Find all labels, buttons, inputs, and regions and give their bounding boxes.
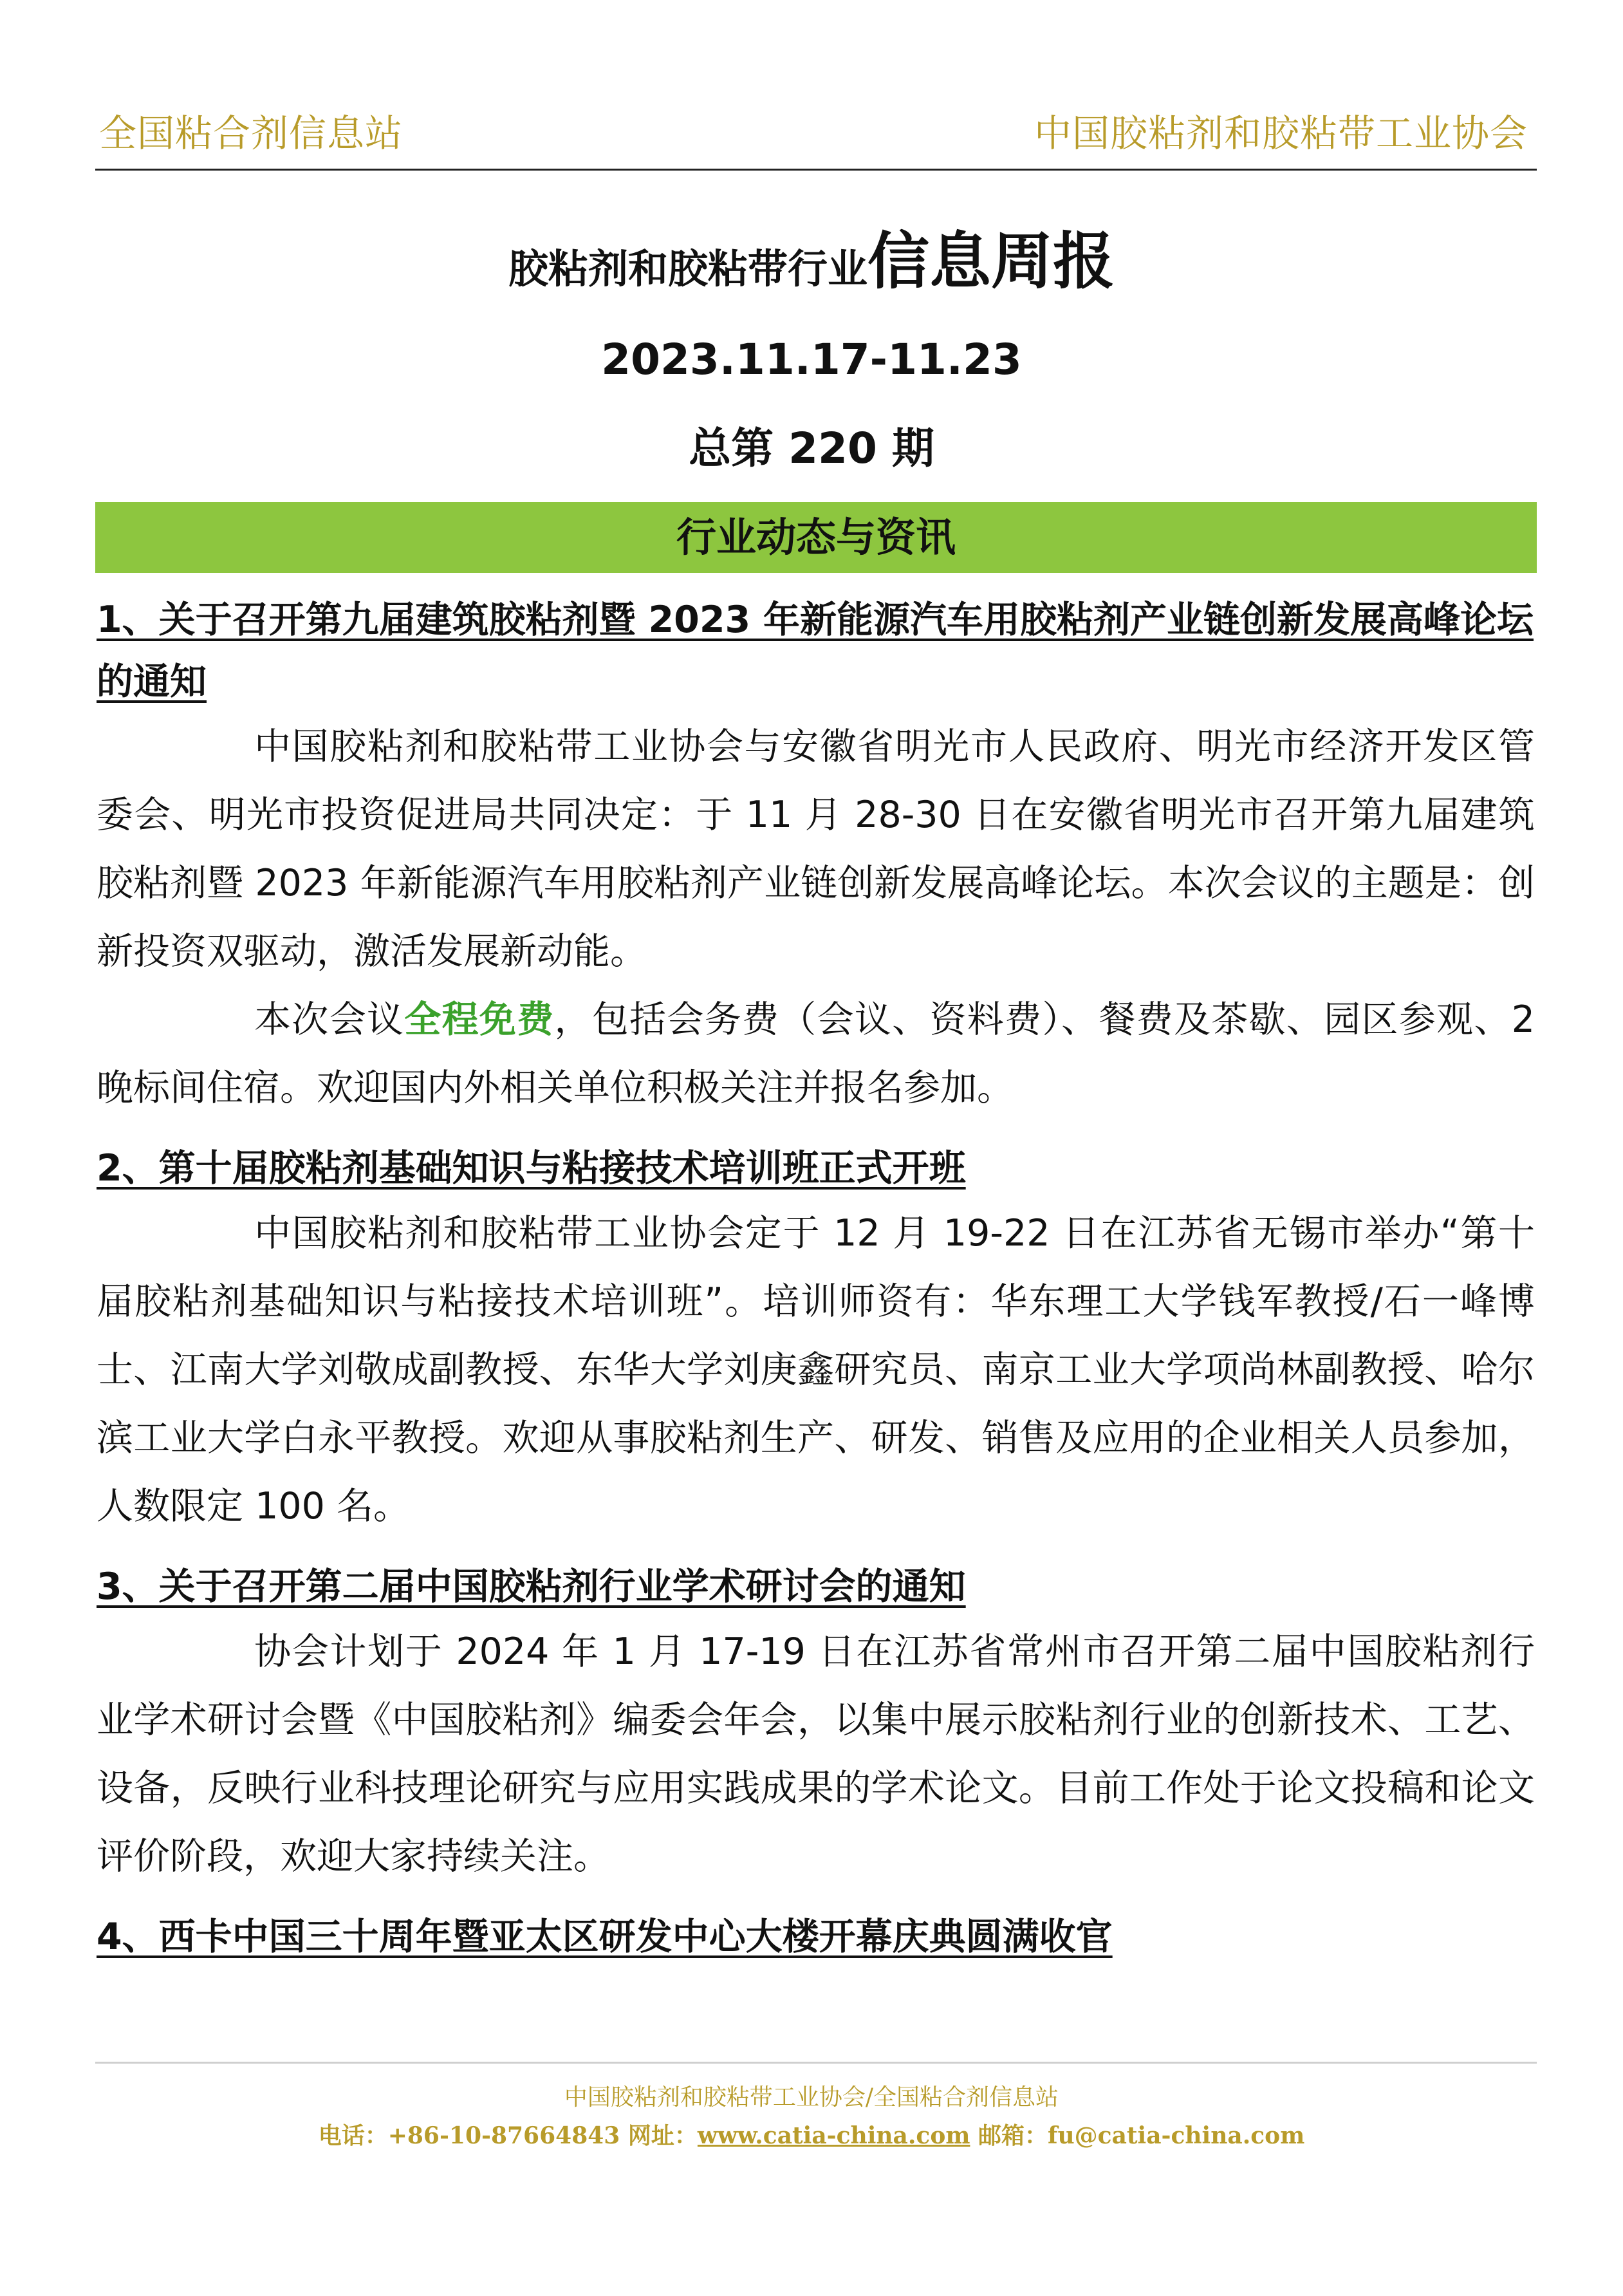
news-body-1b-lead: 本次会议 xyxy=(254,998,405,1041)
website-link[interactable]: www.catia-china.com xyxy=(697,2122,970,2149)
news-body-3: 协会计划于 2024 年 1 月 17-19 日在江苏省常州市召开第二届中国胶粘剂行业学术研讨会暨《中国胶粘剂》编委会年会，以集中展示胶粘剂行业的创新技术、工艺、设备，反映行业科技理论研究与应用实践成果的学术论文。目前工作处于论文投稿和论文评价阶段，欢迎大家持续关注。 xyxy=(97,1630,1535,1878)
news-heading-1[interactable]: 1、关于召开第九届建筑胶粘剂暨 2023 年新能源汽车用胶粘剂产业链创新发展高峰论坛的通知 xyxy=(97,599,1534,703)
phone-number: +86-10-87664843 xyxy=(387,2122,620,2149)
page-header xyxy=(95,111,1537,167)
news-body-1a: 中国胶粘剂和胶粘带工业协会与安徽省明光市人民政府、明光市经济开发区管委会、明光市投资促进局共同决定：于 11 月 28-30 日在安徽省明光市召开第九届建筑胶粘剂暨 2023 年新能源汽车用胶粘剂产业链创新发展高峰论坛。本次会议的主题是：创新投资双驱动，激活发展新动能。 xyxy=(97,725,1535,973)
email-address[interactable]: fu@catia-china.com xyxy=(1047,2122,1305,2149)
header-site-name: 全国粘合剂信息站 xyxy=(99,111,403,155)
news-body-1b xyxy=(97,985,1535,1122)
phone-label: 电话： xyxy=(318,2122,388,2149)
footer-organization: 中国胶粘剂和胶粘带工业协会/全国粘合剂信息站 xyxy=(564,2084,1059,2111)
title-industry: 胶粘剂和胶粘带行业 xyxy=(508,245,867,292)
news-list xyxy=(97,589,1535,1968)
footer-contact xyxy=(0,2118,1623,2151)
page-title xyxy=(0,212,1623,301)
website-label: 网址： xyxy=(620,2122,698,2149)
email-label: 邮箱： xyxy=(970,2122,1048,2149)
news-heading-2[interactable]: 2、第十届胶粘剂基础知识与粘接技术培训班正式开班 xyxy=(97,1147,966,1190)
title-weekly-report: 信息周报 xyxy=(867,225,1115,297)
issue-number: 总第 220 期 xyxy=(689,424,934,473)
free-highlight: 全程免费 xyxy=(404,998,555,1041)
news-body-2: 中国胶粘剂和胶粘带工业协会定于 12 月 19-22 日在江苏省无锡市举办“第十届胶粘剂基础知识与粘接技术培训班”。培训师资有：华东理工大学钱军教授/石一峰博士、江南大学刘敬成副教授、东华大学刘庚鑫研究员、南京工业大学项尚林副教授、哈尔滨工业大学白永平教授。欢迎从事胶粘剂生产、研发、销售及应用的企业相关人员参加，人数限定 100 名。 xyxy=(97,1212,1535,1527)
news-heading-4[interactable]: 4、西卡中国三十周年暨亚太区研发中心大楼开幕庆典圆满收官 xyxy=(97,1916,1113,1958)
news-body-1b-rest: ，包括会务费（会议、资料费）、餐费及茶歇、园区参观、2 晚标间住宿。欢迎国内外相关单位积极关注并报名参加。 xyxy=(97,998,1535,1109)
section-band: 行业动态与资讯 xyxy=(95,502,1537,573)
header-divider xyxy=(95,169,1537,171)
header-association-name: 中国胶粘剂和胶粘带工业协会 xyxy=(1034,111,1528,155)
footer-divider xyxy=(95,2062,1537,2064)
date-range: 2023.11.17-11.23 xyxy=(601,335,1022,384)
news-heading-3[interactable]: 3、关于召开第二届中国胶粘剂行业学术研讨会的通知 xyxy=(97,1565,966,1608)
